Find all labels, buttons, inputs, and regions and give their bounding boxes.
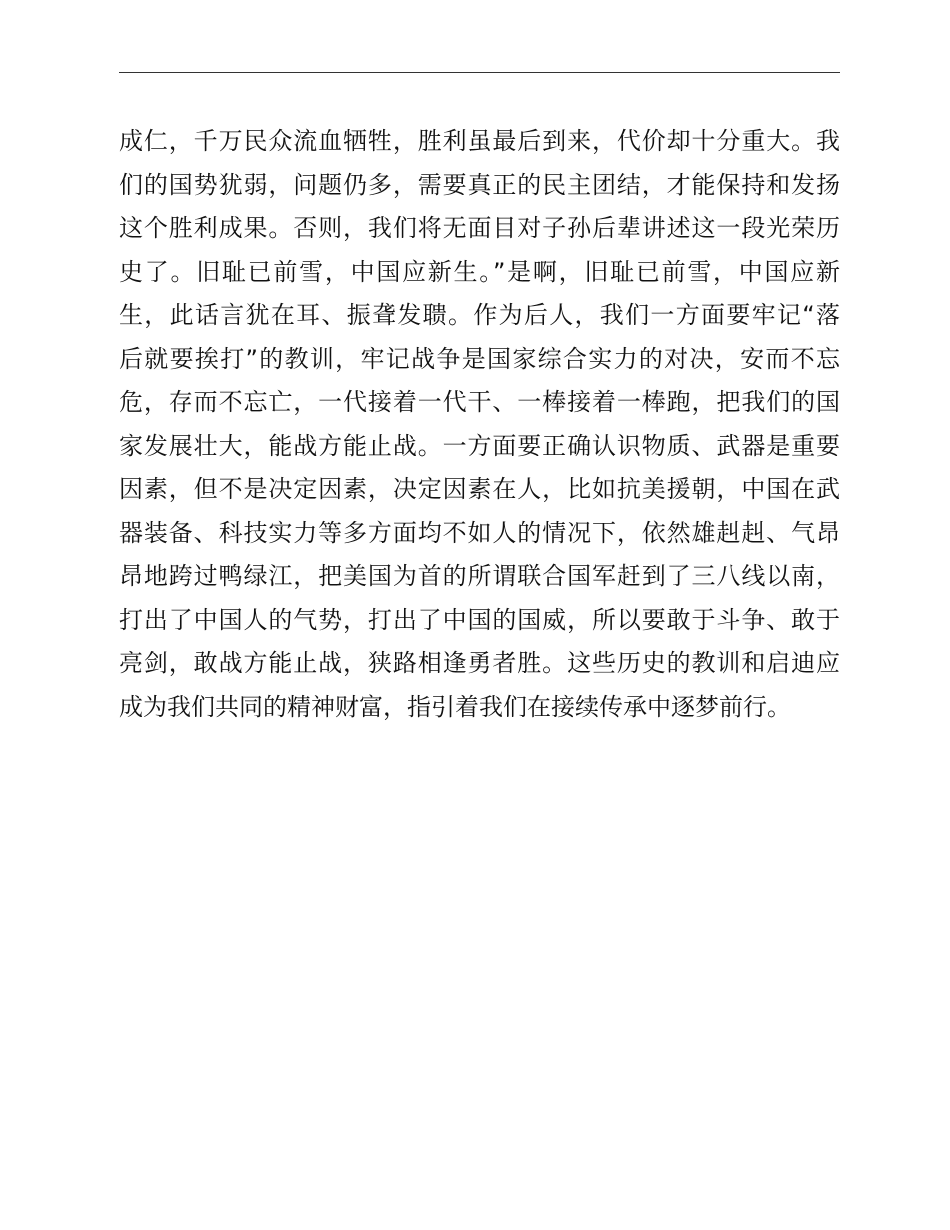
text-line: 后就要挨打”的教训，牢记战争是国家综合实力的对决，安而不忘	[119, 344, 840, 373]
text-line: 危，存而不忘亡，一代接着一代干、一棒接着一棒跑，把我们的国	[119, 388, 840, 416]
text-line: 家发展壮大，能战方能止战。一方面要正确认识物质、武器是重要	[119, 431, 840, 460]
text-line: 们的国势犹弱，问题仍多，需要真正的民主团结，才能保持和发扬	[119, 170, 840, 199]
text-line: 打出了中国人的气势，打出了中国的国威，所以要敢于斗争、敢于	[119, 605, 840, 634]
header-rule	[119, 72, 840, 73]
text-line: 这个胜利成果。否则，我们将无面目对子孙后辈讲述这一段光荣历	[119, 214, 840, 242]
text-line: 亮剑，敢战方能止战，狭路相逢勇者胜。这些历史的教训和启迪应	[119, 649, 840, 677]
text-line: 器装备、科技实力等多方面均不如人的情况下，依然雄赳赳、气昂	[119, 518, 840, 547]
text-line: 昂地跨过鸭绿江，把美国为首的所谓联合国军赶到了三八线以南，	[119, 562, 840, 590]
text-line: 生，此话言犹在耳、振聋发聩。作为后人，我们一方面要牢记“落	[119, 301, 840, 329]
text-line: 成仁，千万民众流血牺牲，胜利虽最后到来，代价却十分重大。我	[119, 127, 840, 155]
text-line: 成为我们共同的精神财富，指引着我们在接续传承中逐梦前行。	[119, 692, 791, 721]
body-paragraph	[119, 120, 840, 729]
text-line: 史了。旧耻已前雪，中国应新生。”是啊，旧耻已前雪，中国应新	[119, 257, 840, 286]
text-line: 因素，但不是决定因素，决定因素在人，比如抗美援朝，中国在武	[119, 475, 840, 503]
